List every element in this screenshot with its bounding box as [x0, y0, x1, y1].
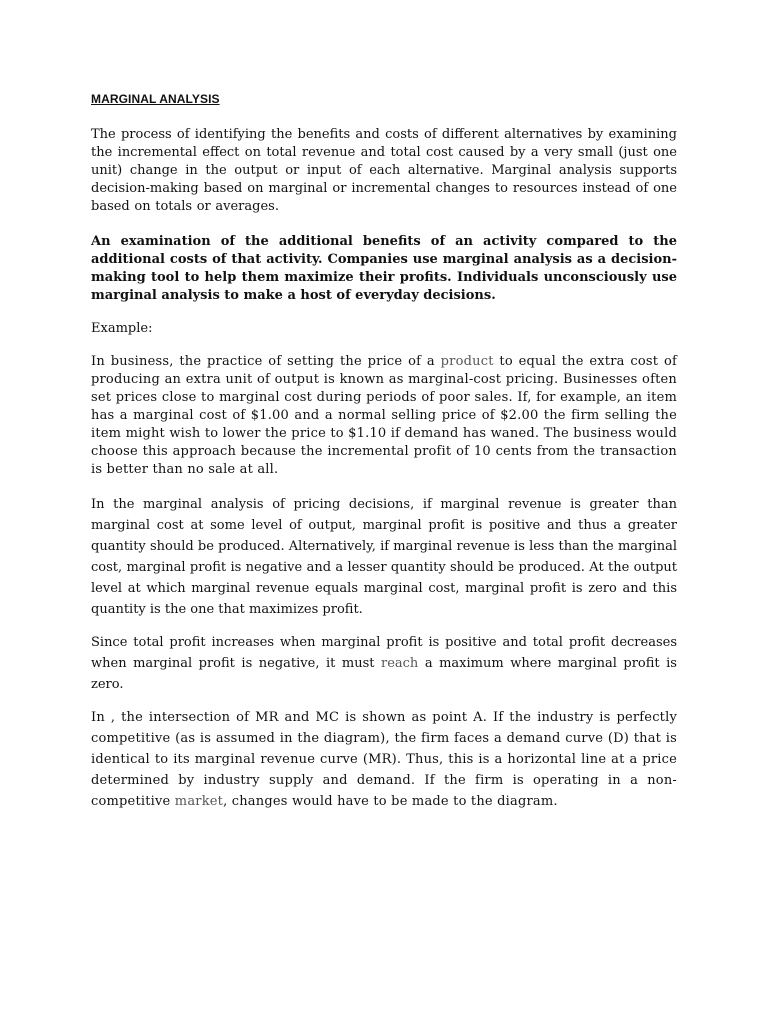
- market-link[interactable]: market: [174, 794, 224, 809]
- intersection-text-end: , changes would have to be made to the diagram.: [223, 794, 558, 809]
- pricing-decisions-paragraph: In the marginal analysis of pricing decisions, if marginal revenue is greater than marginal cost at some level of output, marginal profit is positive and thus a greater quantity should be produced. Alternatively, if marginal revenue is less than the marginal cost, marginal profit is negative and a lesser quantity should be produced. At the output level at which marginal revenue equals marginal cost, marginal profit is zero and this quantity is the one that maximizes profit.: [91, 497, 677, 617]
- total-profit-paragraph: [91, 632, 677, 695]
- total-profit-text-end: a maximum where marginal profit is zero.: [91, 656, 677, 692]
- business-example-paragraph: [91, 353, 677, 479]
- document-body: [91, 92, 677, 812]
- bold-summary-paragraph: An examination of the additional benefits of an activity compared to the additional costs of that activity. Companies use marginal analysis as a decision-making tool to help them maximize their profits. Individuals unconsciously use marginal analysis to make a host of everyday decisions.: [91, 234, 677, 303]
- intersection-text-start: In , the intersection of MR and MC is shown as point A. If the industry is perfectly competitive (as is assumed in the diagram), the firm faces a demand curve (D) that is identical to its marginal revenue curve (MR). Thus, this is a horizontal line at a price determined by industry supply and demand. If the firm is operating in a non-competitive: [91, 710, 677, 809]
- example-label: Example:: [91, 321, 153, 336]
- total-profit-text-start: Since total profit increases when marginal profit is positive and total profit decreases when marginal profit is negative, it must: [91, 635, 677, 671]
- document-heading: MARGINAL ANALYSIS: [91, 92, 220, 106]
- product-link[interactable]: product: [440, 354, 494, 369]
- business-example-text-end: to equal the extra cost of producing an extra unit of output is known as marginal-cost pricing. Businesses often set prices close to marginal cost during periods of poor sales. If, for example, an item has a marginal cost of $1.00 and a normal selling price of $2.00 the firm selling the item might wish to lower the price to $1.10 if demand has waned. The business would choose this approach because the incremental profit of 10 cents from the transaction is better than no sale at all.: [91, 354, 678, 477]
- definition-paragraph: The process of identifying the benefits and costs of different alternatives by examining the incremental effect on total revenue and total cost caused by a very small (just one unit) change in the output or input of each alternative. Marginal analysis supports decision-making based on marginal or incremental changes to resources instead of one based on totals or averages.: [91, 127, 677, 214]
- business-example-text-start: In business, the practice of setting the price of a: [91, 354, 441, 369]
- intersection-paragraph: [91, 707, 677, 812]
- reach-link[interactable]: reach: [380, 656, 419, 671]
